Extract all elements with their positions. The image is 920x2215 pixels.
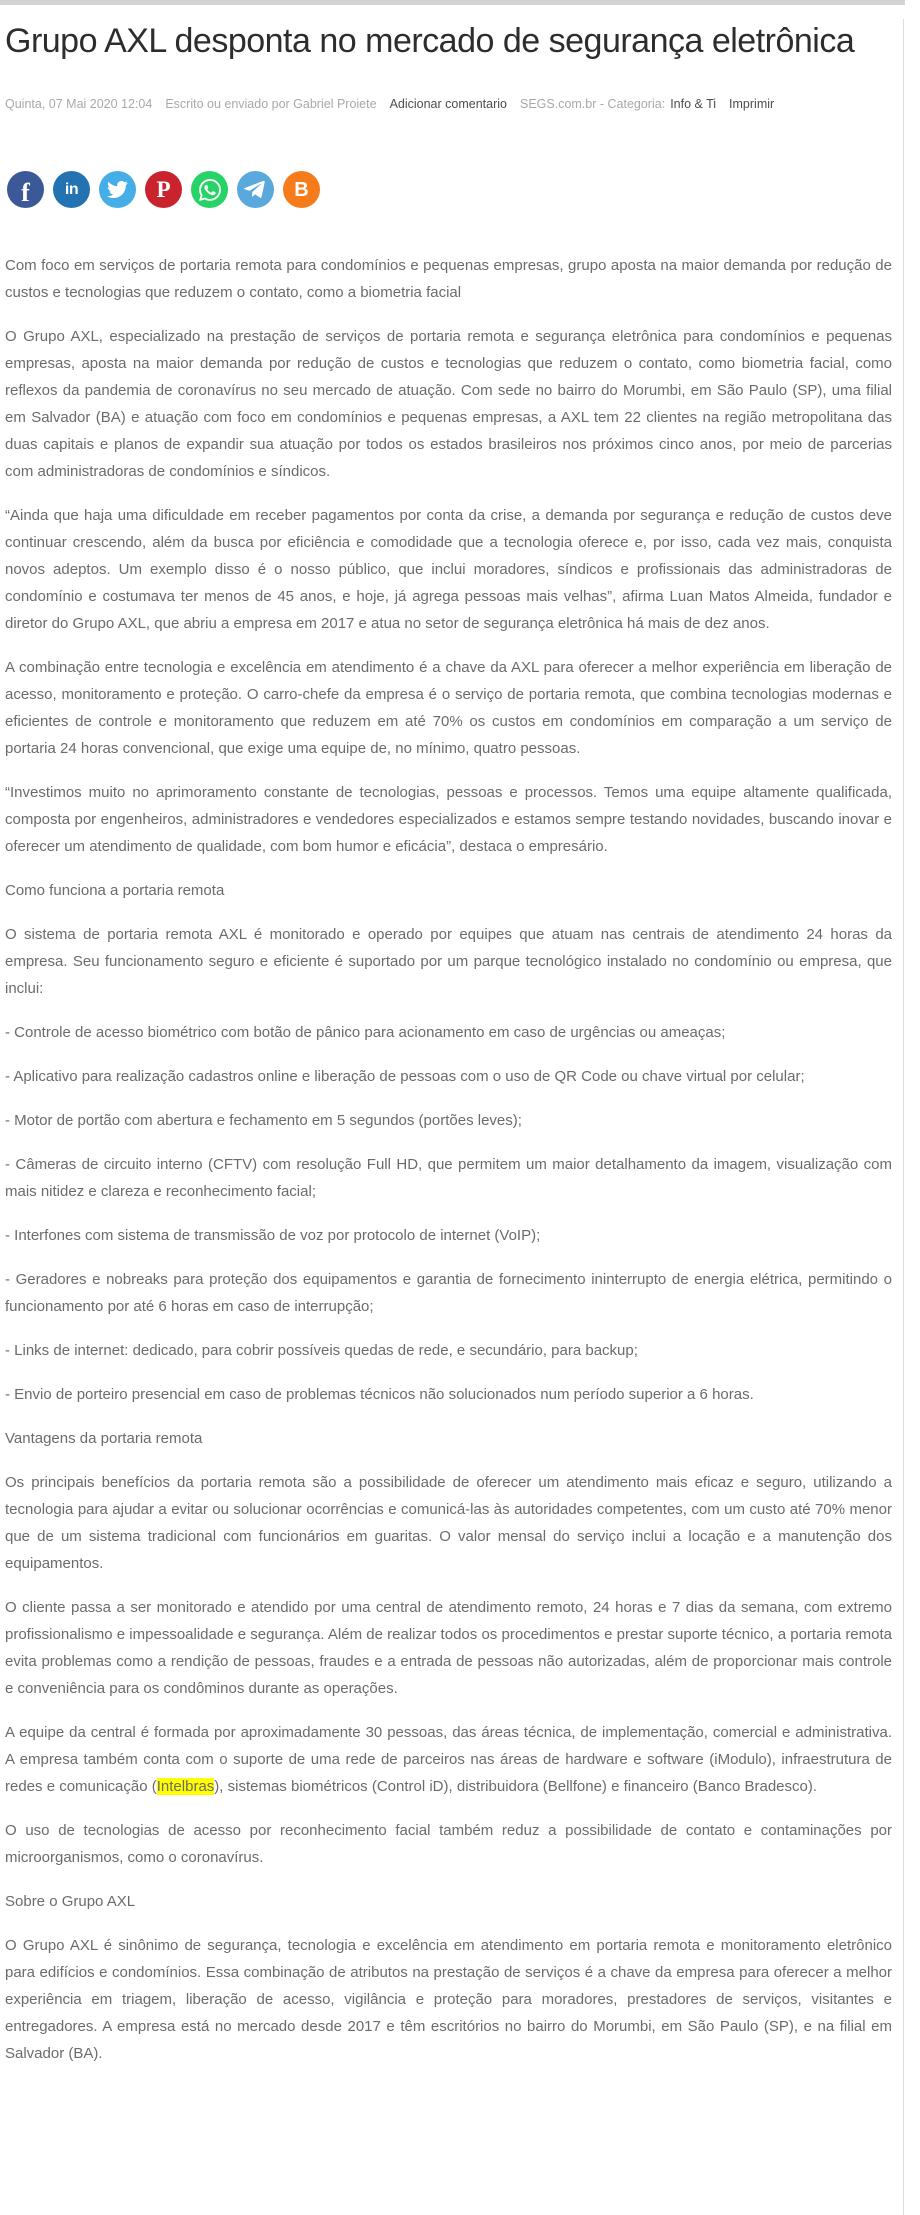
social-blogger-button[interactable] [283,171,320,208]
list-item: - Controle de acesso biométrico com botão de pânico para acionamento em caso de urgências ou ameaças; [5,1024,726,1041]
article-paragraph: O Grupo AXL é sinônimo de segurança, tecnologia e excelência em atendimento em portaria remota e monitoramento eletrônico para edifícios e condomínios. Essa combinação de atributos na prestação de serviços é a chave da empresa para oferecer a melhor experiência em triagem, liberação de acesso, vigilância e proteção para moradores, prestadores de serviços, visitantes e entregadores. A empresa está no mercado desde 2017 e têm escritórios no bairro do Morumbi, em São Paulo (SP), e na filial em Salvador (BA). [5,1937,892,2062]
section-heading: Vantagens da portaria remota [5,1430,203,1447]
page-title: Grupo AXL desponta no mercado de segurança eletrônica [5,22,855,60]
social-twitter-button[interactable] [99,171,136,208]
social-linkedin-button[interactable] [53,171,90,208]
list-item: - Links de internet: dedicado, para cobrir possíveis quedas de rede, e secundário, para backup; [5,1342,638,1359]
article-container [0,19,904,2215]
social-share-row [7,171,892,208]
twitter-icon [107,179,128,200]
article-paragraph: O uso de tecnologias de acesso por reconhecimento facial também reduz a possibilidade de contato e contaminações por microorganismos, como o coronavírus. [5,1822,892,1866]
article-paragraph: A combinação entre tecnologia e excelência em atendimento é a chave da AXL para oferecer a melhor experiência em liberação de acesso, monitoramento e proteção. O carro-chefe da empresa é o serviço de portaria remota, que combina tecnologias modernas e eficientes de controle e monitoramento que reduzem em até 70% os custos em condomínios em comparação a um serviço de portaria 24 horas convencional, que exige uma equipe de, no mínimo, quatro pessoas. [5,659,892,757]
social-pinterest-button[interactable] [145,171,182,208]
list-item: - Geradores e nobreaks para proteção dos equipamentos e garantia de fornecimento ininterrupto de energia elétrica, permitindo o funcionamento por até 6 horas em caso de interrupção; [5,1271,892,1315]
social-facebook-button[interactable] [7,171,44,208]
list-item: - Envio de porteiro presencial em caso de problemas técnicos não solucionados num período superior a 6 horas. [5,1386,754,1403]
list-item: - Aplicativo para realização cadastros online e liberação de pessoas com o uso de QR Code ou chave virtual por celular; [5,1068,805,1085]
article-lead: Com foco em serviços de portaria remota para condomínios e pequenas empresas, grupo aposta na maior demanda por redução de custos e tecnologias que reduzem o contato, como a biometria facial [5,257,892,301]
whatsapp-icon [199,179,221,201]
telegram-icon [244,180,265,199]
article-paragraph: “Investimos muito no aprimoramento constante de tecnologias, pessoas e processos. Temos uma equipe altamente qualificada, composta por engenheiros, administradores e vendedores especializados e estamos sempre testando novidades, buscando inovar e oferecer um atendimento de qualidade, com bom humor e eficácia”, destaca o empresário. [5,784,892,855]
article-paragraph: A equipe da central é formada por aproximadamente 30 pessoas, das áreas técnica, de implementação, comercial e administrativa. A empresa também conta com o suporte de uma rede de parceiros nas áreas de hardware e software (iModulo), infraestrutura de redes e comunicação (Intelbras), sistemas biométricos (Control iD), distribuidora (Bellfone) e financeiro (Banco Bradesco). [5,1724,892,1795]
linkedin-icon: in [64,180,79,198]
print-link[interactable]: Imprimir [729,97,775,111]
highlight-text: Intelbras [156,1778,215,1795]
article-paragraph: O cliente passa a ser monitorado e atendido por uma central de atendimento remoto, 24 horas e 7 dias da semana, com extremo profissionalismo e impessoalidade e segurança. Além de realizar todos os procedimentos e prestar suporte técnico, a portaria remota evita problemas como a rendição de pessoas, fraudes e a entrada de pessoas não autorizadas, além de proporcionar mais controle e conveniência para os condôminos durante as operações. [5,1599,892,1697]
list-item: - Câmeras de circuito interno (CFTV) com resolução Full HD, que permitem um maior detalhamento da imagem, visualização com mais nitidez e clareza e reconhecimento facial; [5,1156,892,1200]
social-whatsapp-button[interactable] [191,171,228,208]
article-author: Escrito ou enviado por Gabriel Proiete [165,97,377,111]
social-telegram-button[interactable] [237,171,274,208]
article-paragraph: O sistema de portaria remota AXL é monitorado e operado por equipes que atuam nas centrais de atendimento 24 horas da empresa. Seu funcionamento seguro e eficiente é suportado por um parque tecnológico instalado no condomínio ou empresa, que inclui: [5,926,892,997]
add-comment-link[interactable]: Adicionar comentario [389,97,507,111]
section-heading: Sobre o Grupo AXL [5,1893,136,1910]
blogger-icon: B [294,178,309,201]
list-item: - Motor de portão com abertura e fechamento em 5 segundos (portões leves); [5,1112,522,1129]
article-paragraph: O Grupo AXL, especializado na prestação de serviços de portaria remota e segurança eletrônica para condomínios e pequenas empresas, aposta na maior demanda por redução de custos e tecnologias que reduzem o contato, como biometria facial, como reflexos da pandemia de coronavírus no seu mercado de atuação. Com sede no bairro do Morumbi, em São Paulo (SP), uma filial em Salvador (BA) e atuação com foco em condomínios e pequenas empresas, a AXL tem 22 clientes na região metropolitana das duas capitais e planos de expandir sua atuação por todos os estados brasileiros nos próximos cinco anos, por meio de parcerias com administradoras de condomínios e síndicos. [5,328,892,480]
list-item: - Interfones com sistema de transmissão de voz por protocolo de internet (VoIP); [5,1227,541,1244]
pinterest-icon: P [156,177,171,202]
facebook-icon: f [21,177,30,207]
article-paragraph: Os principais benefícios da portaria remota são a possibilidade de oferecer um atendimento mais eficaz e seguro, utilizando a tecnologia para ajudar a evitar ou solucionar ocorrências e comunicá-las às autoridades competentes, com um custo até 70% menor que de um sistema tradicional com funcionários em guaritas. O valor mensal do serviço inclui a locação e a manutenção dos equipamentos. [5,1474,892,1572]
section-heading: Como funciona a portaria remota [5,882,225,899]
category-prefix: SEGS.com.br - Categoria: [519,97,666,111]
article-meta-row [5,97,892,111]
article-date: Quinta, 07 Mai 2020 12:04 [5,97,153,111]
top-divider [0,0,905,5]
article-paragraph: “Ainda que haja uma dificuldade em receber pagamentos por conta da crise, a demanda por segurança e redução de custos deve continuar crescendo, além da busca por eficiência e comodidade que a tecnologia oferece e, por isso, cada vez mais, conquista novos adeptos. Um exemplo disso é o nosso público, que inclui moradores, síndicos e profissionais das administradoras de condomínio e costumava ter menos de 45 anos, e hoje, já agrega pessoas mais velhas”, afirma Luan Matos Almeida, fundador e diretor do Grupo AXL, que abriu a empresa em 2017 e atua no setor de segurança eletrônica há mais de dez anos. [5,507,892,632]
article-body [5,252,892,2067]
category-link[interactable]: Info & Ti [670,97,717,111]
